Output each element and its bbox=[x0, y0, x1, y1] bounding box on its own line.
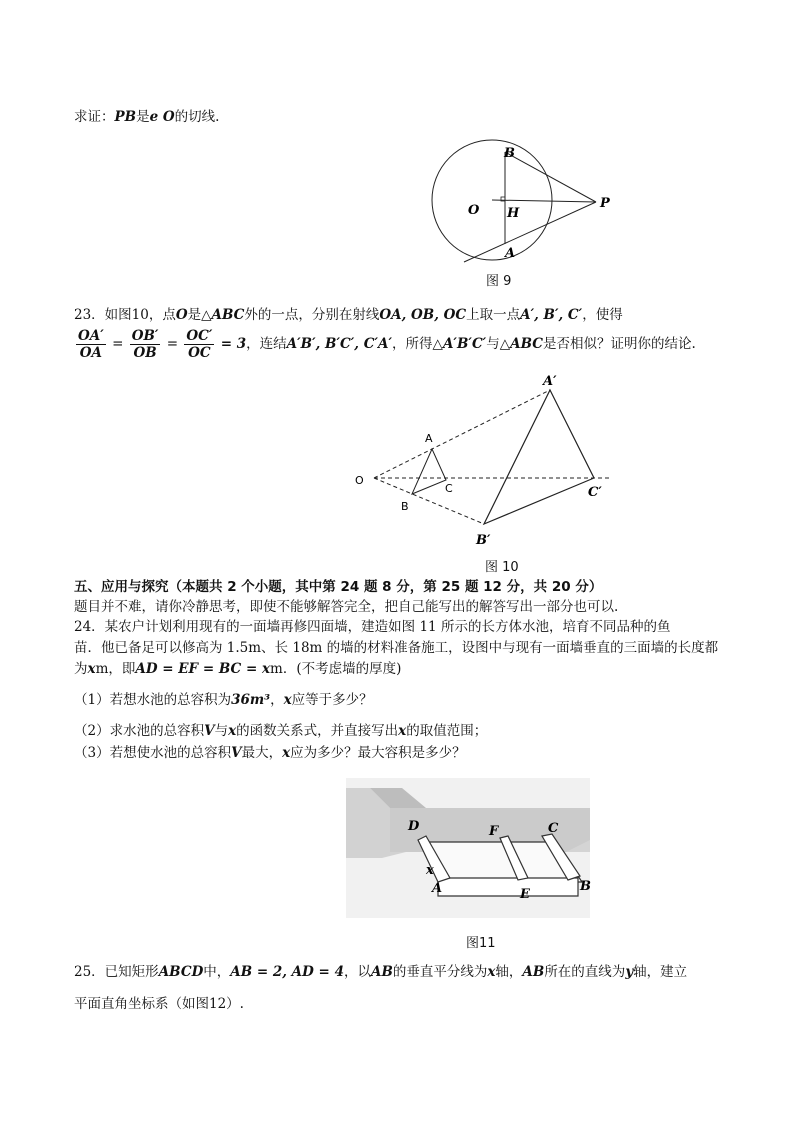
figure-10 bbox=[350, 372, 620, 552]
section5-intro: 题目并不难，请你冷静思考，即使不能够解答完全，把自己能写出的解答写出一部分也可以. bbox=[74, 599, 619, 615]
label-a-prime: A′ bbox=[543, 374, 557, 389]
label-b: B bbox=[504, 146, 515, 161]
label-o: O bbox=[355, 474, 364, 487]
label-f: F bbox=[489, 824, 499, 839]
q23-line1: 23．如图10，点O是△ABC外的一点，分别在射线OA, OB, OC上取一点A′, B′, C′，使得 bbox=[74, 307, 623, 323]
label-b-prime: B′ bbox=[476, 533, 491, 548]
figure-10-caption: 图 10 bbox=[485, 560, 519, 575]
label-c-prime: C′ bbox=[588, 485, 602, 500]
q23-line2: $\frac{OA'}{OA}$ = $\frac{OB'}{OB}$ = $\frac{OC'}{OC}$ = 3，连结A′B′, B′C′, C′A′，所得△A′B′C′与△ABC是否相似？证明你的结论. bbox=[78, 328, 696, 361]
label-o: O bbox=[468, 203, 480, 218]
label-a: A bbox=[432, 881, 443, 896]
line-oh bbox=[492, 200, 596, 202]
figure-11 bbox=[346, 778, 590, 918]
q24-line2: 苗．他已备足可以修高为 1.5m、长 18m 的墙的材料准备施工，设图中与现有一面墙垂直的三面墙的长度都 bbox=[74, 640, 719, 656]
q24-part2: （2）求水池的总容积V与x的函数关系式，并直接写出x的取值范围； bbox=[74, 723, 488, 739]
figure-11-caption: 图11 bbox=[466, 936, 496, 951]
line-pa bbox=[464, 202, 596, 262]
q22-prove-line: 求证：PB是e O的切线. bbox=[74, 109, 220, 125]
label-x: x bbox=[426, 863, 434, 878]
ray-oa bbox=[374, 390, 550, 478]
label-d: D bbox=[408, 819, 420, 834]
triangle-abc bbox=[412, 449, 446, 494]
q24-line1: 24．某农户计划利用现有的一面墙再修四面墙，建造如图 11 所示的长方体水池，培育不同品种的鱼 bbox=[74, 619, 671, 635]
q24-part3: （3）若想使水池的总容积V最大，x应为多少？最大容积是多少？ bbox=[74, 745, 466, 761]
q24-part1: （1）若想水池的总容积为36m³，x应等于多少？ bbox=[74, 692, 373, 708]
label-h: H bbox=[507, 206, 520, 221]
label-c: C bbox=[445, 482, 453, 495]
ray-ob bbox=[374, 478, 484, 524]
figure-9-caption: 图 9 bbox=[486, 274, 512, 289]
label-a: A bbox=[505, 246, 516, 261]
q25-line2: 平面直角坐标系（如图12）. bbox=[74, 996, 244, 1012]
pool-front-wall bbox=[438, 878, 578, 896]
label-c: C bbox=[548, 821, 559, 836]
label-p: P bbox=[600, 196, 610, 211]
tangent-pb bbox=[505, 152, 596, 202]
label-b: B bbox=[401, 500, 409, 513]
q24-line3: 为xm，即AD = EF = BC = xm．(不考虑墙的厚度) bbox=[74, 661, 402, 677]
triangle-a2b2c2 bbox=[484, 390, 594, 524]
figure-9 bbox=[420, 140, 620, 270]
label-b: B bbox=[580, 879, 591, 894]
section5-title: 五、应用与探究（本题共 2 个小题，其中第 24 题 8 分，第 25 题 12 分，共 20 分） bbox=[74, 579, 603, 595]
label-a: A bbox=[425, 432, 433, 445]
label-e: E bbox=[520, 887, 530, 902]
q25-line1: 25．已知矩形ABCD中，AB = 2, AD = 4，以AB的垂直平分线为x轴，AB所在的直线为y轴，建立 bbox=[74, 964, 688, 980]
